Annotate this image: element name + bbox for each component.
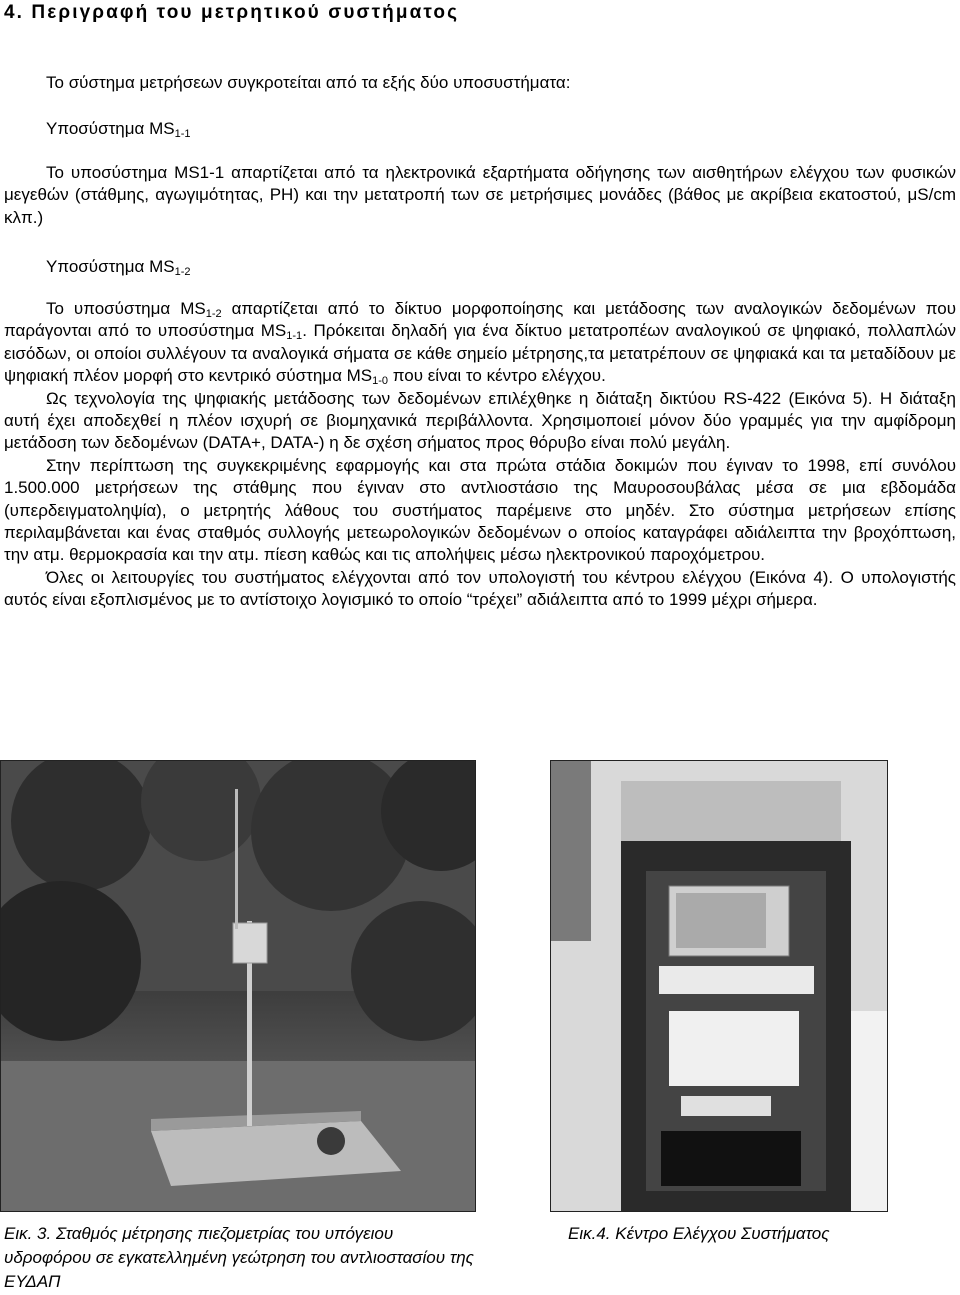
ms11-heading-text: Υποσύστημα MS	[46, 119, 175, 138]
ms12-p1-sub-a: 1-2	[205, 308, 222, 320]
ms12-body	[4, 298, 956, 612]
ms12-paragraph-1	[4, 298, 956, 388]
figure-3-photo	[0, 760, 476, 1212]
ms12-p1-part-a: Το υποσύστημα MS	[46, 299, 206, 318]
station-photo-image	[1, 761, 475, 1211]
ms12-heading-sub: 1-2	[174, 266, 191, 278]
rack-photo-image	[551, 761, 887, 1211]
figure-4-photo	[550, 760, 888, 1212]
ms12-paragraph-4: Όλες οι λειτουργίες του συστήματος ελέγχονται από τον υπολογιστή του κέντρου ελέγχου (Εικόνα 4). Ο υπολογιστής αυτός είναι εξοπλισμένος με το αντίστοιχο λογισμικό το οποίο “τρέχει” αδιάλειπτα από το 1999 μέχρι σήμερα.	[4, 567, 956, 610]
figure-3-caption-text: Σταθμός μέτρησης πιεζομετρίας του υπόγειου υδροφόρου σε εγκατελλημένη γεώτρηση του αντλιοστασίου της ΕΥΔΑΠ	[4, 1224, 474, 1291]
ms11-paragraph	[4, 162, 956, 229]
ms12-heading	[46, 256, 191, 278]
figure-4-caption-label: Εικ.4.	[568, 1224, 611, 1243]
ms12-heading-text: Υποσύστημα MS	[46, 257, 175, 276]
ms11-heading-sub: 1-1	[174, 128, 191, 140]
section-heading: 4. Περιγραφή του μετρητικού συστήματος	[4, 2, 460, 23]
ms11-heading	[46, 118, 191, 140]
figure-4-caption-text: Κέντρο Ελέγχου Συστήματος	[610, 1224, 830, 1243]
ms11-paragraph-text: Το υποσύστημα MS1-1 απαρτίζεται από τα ηλεκτρονικά εξαρτήματα οδήγησης των αισθητήρων ελέγχου των φυσικών μεγεθών (στάθμης, αγωγιμότητας, PH) και την μετατροπή των σε μετρήσιμες μονάδες (βάθος με ακρίβεια εκατοστού, μS/cm κλπ.)	[4, 163, 956, 227]
ms12-p1-part-c: . Πρόκειται δηλαδή για ένα δίκτυο μετατροπέων αναλογικού σε ψηφιακό, πολλαπλών εισόδων, οι οποίοι συλλέγουν τα αναλογικά σήματα σε κάθε σημείο μέτρησης,τα μετατρέπουν σε ψηφιακά και τα μεταδίδουν με ψηφιακή πλέον μορφή στο κεντρικό σύστημα MS	[4, 321, 957, 386]
ms12-p1-sub-c: 1-0	[372, 375, 389, 388]
ms12-paragraph-2: Ως τεχνολογία της ψηφιακής μετάδοσης των δεδομένων επιλέχθηκε η διάταξη δικτύου RS-422 (Εικόνα 5). Η διάταξη αυτή έχει αποδεχθεί η πλέον ισχυρή σε βιομηχανικά περιβάλλοντα. Χρησιμοποιεί μόνον δύο γραμμές για την αμφίδρομη μετάδοση των δεδομένων (DATA+, DATA-) η δε σχέση σήματος προς θόρυβο είναι πολύ μεγάλη.	[4, 388, 956, 453]
ms12-p1-sub-b: 1-1	[286, 330, 303, 343]
ms12-p1-part-d: που είναι το κέντρο ελέγχου.	[388, 366, 606, 386]
figure-4-caption	[568, 1222, 958, 1246]
ms12-p1-part-b: απαρτίζεται από το δίκτυο μορφοποίησης και μετάδοσης των αναλογικών δεδομένων που παράγονται από το υποσύστημα MS	[4, 299, 956, 341]
intro-text: Το σύστημα μετρήσεων συγκροτείται από τα εξής δύο υποσυστήματα:	[46, 73, 571, 92]
figure-3-caption	[4, 1222, 474, 1294]
ms12-paragraph-3: Στην περίπτωση της συγκεκριμένης εφαρμογής και στα πρώτα στάδια δοκιμών που έγιναν το 1998, επί συνόλου 1.500.000 μετρήσεων της στάθμης που έγιναν στο αντλιοστάσιο της Μαυροσουβάλας μέσα σε μια εβδομάδα (υπερδειγματοληψία), ο μετρητής λάθους του συστήματος παρέμεινε στο μηδέν. Στο σύστημα μετρήσεων επίσης περιλαμβάνεται και ένας σταθμός συλλογής μετεωρολογικών δεδομένων ο οποίος καταγράφει αδιάλειπτα την βροχόπτωση, την ατμ. θερμοκρασία και την ατμ. πίεση καθώς και τις απολήψεις μέσω ηλεκτρονικού παροχόμετρου.	[4, 455, 956, 565]
figure-3-caption-label: Εικ. 3.	[4, 1224, 52, 1243]
